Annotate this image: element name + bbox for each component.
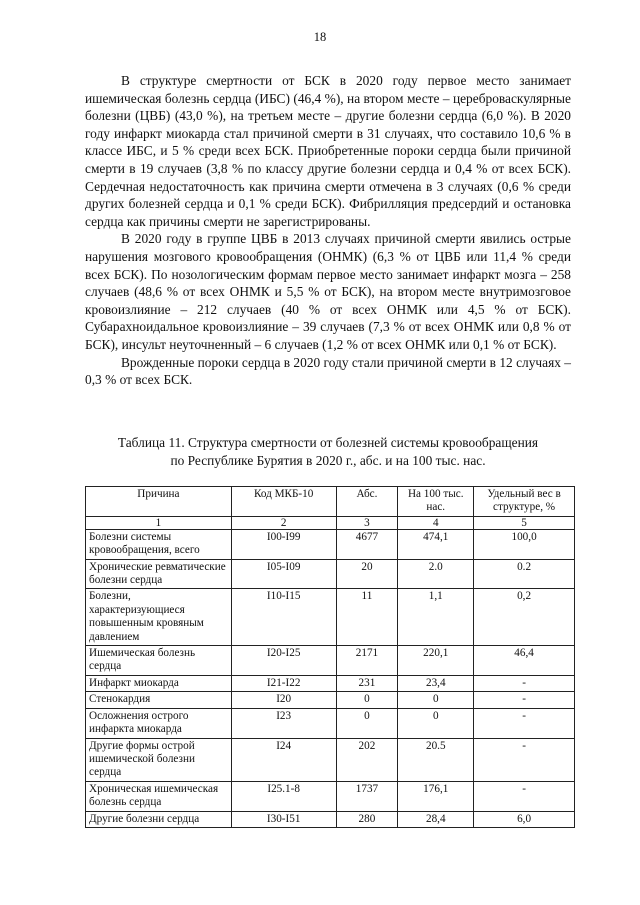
cell-share: - xyxy=(474,708,575,738)
column-number: 5 xyxy=(474,516,575,529)
cell-code: I21-I22 xyxy=(231,675,336,691)
cell-absolute: 202 xyxy=(336,738,398,781)
header-absolute: Абс. xyxy=(336,487,398,517)
table-caption xyxy=(85,434,571,469)
page-number: 18 xyxy=(313,30,327,44)
cell-cause: Осложнения острого инфаркта миокарда xyxy=(86,708,232,738)
cell-code: I20 xyxy=(231,692,336,708)
cell-share: - xyxy=(474,781,575,811)
cell-per-100k: 23,4 xyxy=(398,675,474,691)
cell-per-100k: 28,4 xyxy=(398,811,474,827)
table-row xyxy=(86,589,575,646)
cell-per-100k: 0 xyxy=(398,692,474,708)
cell-absolute: 280 xyxy=(336,811,398,827)
cell-code: I05-I09 xyxy=(231,559,336,589)
table-row xyxy=(86,738,575,781)
cell-per-100k: 20.5 xyxy=(398,738,474,781)
cell-absolute: 1737 xyxy=(336,781,398,811)
body-text xyxy=(85,72,571,389)
cell-code: I00-I99 xyxy=(231,529,336,559)
paragraph-mortality-structure: В структуре смертности от БСК в 2020 году первое место занимает ишемическая болезнь сердца (ИБС) (46,4 %), на втором месте – цереброваскулярные болезни (ЦВБ) (43,0 %), на третьем месте – другие болезни сердца (6,0 %). В 2020 году инфаркт миокарда стал причиной смерти в 31 случаях, что составило 10,6 % в классе ИБС, и 5 % среди всех БСК. Приобретенные пороки сердца были причиной смерти в 19 случаев (3,8 % по классу другие болезни сердца и 0,4 % от всех БСК). Сердечная недостаточность как причина смерти отмечена в 3 случаях (0,6 % среди других болезней сердца и 0,1 % среди БСК). Фибрилляция предсердий и остановка сердца как причины смерти не зарегистрированы. xyxy=(85,73,571,229)
cell-cause: Болезни системы кровообращения, всего xyxy=(86,529,232,559)
table-row xyxy=(86,646,575,676)
cell-absolute: 4677 xyxy=(336,529,398,559)
table-row xyxy=(86,529,575,559)
cell-cause: Другие формы острой ишемической болезни сердца xyxy=(86,738,232,781)
header-icd-code: Код МКБ-10 xyxy=(231,487,336,517)
table-caption-line-2: по Республике Бурятия в 2020 г., абс. и на 100 тыс. нас. xyxy=(170,452,486,468)
cell-cause: Хронические ревматические болезни сердца xyxy=(86,559,232,589)
table-row xyxy=(86,811,575,827)
cell-absolute: 231 xyxy=(336,675,398,691)
cell-cause: Стенокардия xyxy=(86,692,232,708)
cell-per-100k: 1,1 xyxy=(398,589,474,646)
paragraph-congenital-defects: Врожденные пороки сердца в 2020 году стали причиной смерти в 12 случаях – 0,3 % от всех БСК. xyxy=(85,354,571,388)
table-caption-line-1: Таблица 11. Структура смертности от болезней системы кровообращения xyxy=(117,435,539,450)
cell-cause: Хроническая ишемическая болезнь сердца xyxy=(86,781,232,811)
cell-share: - xyxy=(474,692,575,708)
table-row xyxy=(86,559,575,589)
mortality-table xyxy=(85,486,575,828)
cell-share: - xyxy=(474,738,575,781)
cell-per-100k: 474,1 xyxy=(398,529,474,559)
cell-per-100k: 176,1 xyxy=(398,781,474,811)
cell-absolute: 0 xyxy=(336,708,398,738)
table-row xyxy=(86,692,575,708)
column-number: 3 xyxy=(336,516,398,529)
header-cause: Причина xyxy=(86,487,232,517)
cell-code: I25.1-8 xyxy=(231,781,336,811)
cell-cause: Инфаркт миокарда xyxy=(86,675,232,691)
column-number: 2 xyxy=(231,516,336,529)
cell-share: 100,0 xyxy=(474,529,575,559)
cell-code: I24 xyxy=(231,738,336,781)
paragraph-cerebrovascular: В 2020 году в группе ЦВБ в 2013 случаях причиной смерти явились острые нарушения мозгового кровообращения (ОНМК) (6,3 % от ЦВБ или 11,4 % среди всех БСК). По нозологическим формам первое место занимает инфаркт мозга – 258 случаев (48,6 % от всех ОНМК и 5,5 % от БСК), на втором месте внутримозговое кровоизлияние – 212 случаев (40 % от всех ОНМК или 4,5 % от БСК). Субарахноидальное кровоизлияние – 39 случаев (7,3 % от всех ОНМК или 0,8 % от БСК), инсульт неуточненный – 6 случаев (1,2 % от всех ОНМК или 0,1 % от БСК). xyxy=(85,231,571,352)
cell-cause: Болезни, характеризующиеся повышенным кровяным давлением xyxy=(86,589,232,646)
column-number-row xyxy=(86,516,575,529)
table-row xyxy=(86,675,575,691)
cell-cause: Другие болезни сердца xyxy=(86,811,232,827)
cell-share: 0.2 xyxy=(474,559,575,589)
cell-share: 46,4 xyxy=(474,646,575,676)
cell-cause: Ишемическая болезнь сердца xyxy=(86,646,232,676)
cell-code: I10-I15 xyxy=(231,589,336,646)
cell-share: 6,0 xyxy=(474,811,575,827)
column-number: 1 xyxy=(86,516,232,529)
cell-per-100k: 0 xyxy=(398,708,474,738)
column-number: 4 xyxy=(398,516,474,529)
cell-absolute: 11 xyxy=(336,589,398,646)
cell-absolute: 0 xyxy=(336,692,398,708)
table-header-row xyxy=(86,487,575,517)
cell-code: I20-I25 xyxy=(231,646,336,676)
cell-absolute: 2171 xyxy=(336,646,398,676)
cell-per-100k: 2.0 xyxy=(398,559,474,589)
table-row xyxy=(86,708,575,738)
cell-code: I23 xyxy=(231,708,336,738)
cell-code: I30-I51 xyxy=(231,811,336,827)
cell-absolute: 20 xyxy=(336,559,398,589)
cell-share: 0,2 xyxy=(474,589,575,646)
table-row xyxy=(86,781,575,811)
cell-share: - xyxy=(474,675,575,691)
cell-per-100k: 220,1 xyxy=(398,646,474,676)
header-share-percent: Удельный вес в структуре, % xyxy=(474,487,575,517)
header-per-100k: На 100 тыс. нас. xyxy=(398,487,474,517)
